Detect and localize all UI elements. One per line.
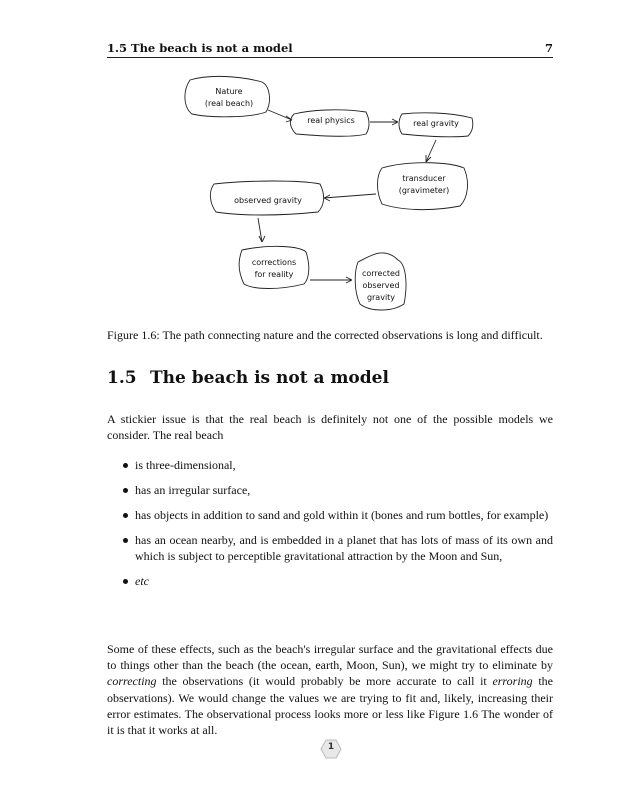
list-item: has an irregular surface, [107,482,553,498]
running-header-title: 1.5 The beach is not a model [107,41,293,55]
section-heading [107,368,553,388]
bullet-icon [123,579,128,584]
closing-paragraph: Some of these effects, such as the beach's irregular surface and the gravitational effects due to things other than the beach (the ocean, earth, Moon, Sun), we might try to eliminate by correcting the observations (it would probably be more accurate to call it erroring the observations). We would change the values we are trying to fit and, likely, increasing their error estimates. The observational process looks more or less like Figure 1.6 The wonder of it is that it works at all. [107,642,553,738]
list-item: etc [107,573,553,589]
list-item: is three-dimensional, [107,457,553,473]
figure-caption: Figure 1.6: The path connecting nature and the corrected observations is long and difficult. [107,328,543,342]
bullet-list [107,457,553,598]
running-header-page-number: 7 [544,41,553,55]
section-title: The beach is not a model [150,368,389,388]
figure-diagram [170,72,480,322]
node-transducer: transducer (gravimeter) [398,174,450,195]
page-badge-label: 1 [327,742,335,752]
intro-paragraph: A stickier issue is that the real beach is definitely not one of the possible models we consider. The real beach [107,412,553,442]
bullet-icon [123,513,128,518]
arrow-nature-physics [268,110,292,120]
list-item: has an ocean nearby, and is embedded in a planet that has lots of mass of its own and which is subject to perceptible gravitational attraction by the Moon and Sun, [107,532,553,564]
list-item: has objects in addition to sand and gold within it (bones and rum bottles, for example) [107,507,553,523]
node-observed-gravity: observed gravity [234,196,302,205]
bullet-icon [123,463,128,468]
node-nature: Nature (real beach) [204,87,254,108]
node-corrections: corrections for reality [251,258,297,279]
page-number-badge[interactable] [320,739,342,759]
header-rule [107,57,553,58]
running-header [107,41,553,57]
bullet-icon [123,538,128,543]
arrow-transducer-observed [324,194,376,198]
node-corrected: corrected observed gravity [361,269,400,302]
node-real-physics: real physics [307,116,355,125]
arrow-gravity-transducer [426,140,436,162]
bullet-icon [123,488,128,493]
node-real-gravity: real gravity [413,119,459,128]
section-number: 1.5 [107,368,137,388]
